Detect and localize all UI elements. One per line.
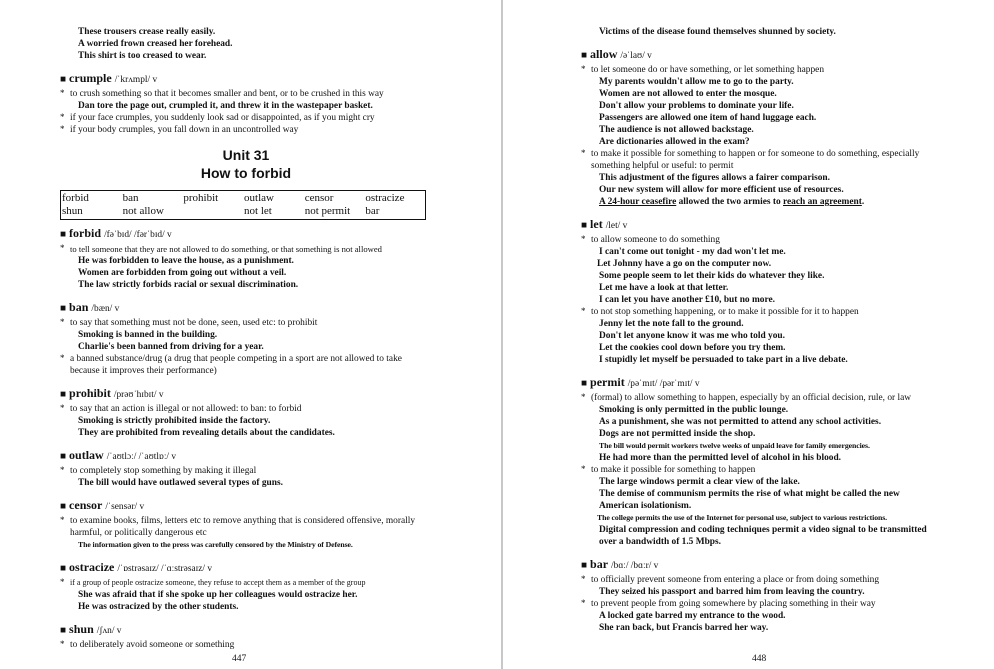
pronunciation: /bæn/ v (91, 304, 120, 314)
asterisk-bullet-icon: * (60, 403, 65, 413)
example: Don't let anyone know it was me who told you. (599, 331, 785, 341)
asterisk-bullet-icon: * (60, 317, 65, 327)
definition-text: to tell someone that they are not allowed to do something, or that something is not allowed (70, 244, 382, 254)
example: Jenny let the note fall to the ground. (599, 319, 744, 329)
square-bullet-icon: ■ (60, 303, 67, 314)
headword: outlaw (69, 448, 104, 462)
example: The information given to the press was carefully censored by the Ministry of Defense. (78, 540, 353, 549)
square-bullet-icon: ■ (60, 501, 67, 512)
example: The large windows permit a clear view of the lake. (599, 477, 800, 487)
definition-text: to not stop something happening, or to make it possible for it to happen (591, 307, 859, 317)
asterisk-bullet-icon: * (581, 464, 586, 474)
entry-heading (60, 226, 432, 243)
example: These trousers crease really easily. (78, 27, 216, 37)
entry-heading (60, 386, 432, 403)
definition-text: if a group of people ostracize someone, they refuse to accept them as a member of the group (70, 578, 366, 587)
definition-text: a banned substance/drug (a drug that people competing in a sport are not allowed to take because it improves their performance) (70, 354, 402, 376)
entry-heading (581, 557, 937, 574)
definition-text: to make it possible for something to happen (591, 465, 756, 475)
definition-text: to let someone do or have something, or let something happen (591, 65, 825, 75)
example: Women are not allowed to enter the mosque. (599, 89, 777, 99)
unit-subtitle: How to forbid (200, 165, 292, 181)
asterisk-bullet-icon: * (60, 465, 65, 475)
asterisk-bullet-icon: * (60, 577, 65, 587)
entry-heading (60, 300, 432, 317)
pronunciation: /pəˈmɪt/ /pərˈmɪt/ v (627, 379, 700, 389)
example: She was afraid that if she spoke up her colleagues would ostracize her. (78, 590, 358, 600)
example: He was forbidden to leave the house, as a punishment. (78, 256, 294, 266)
example: Our new system will allow for more efficient use of resources. (599, 185, 844, 195)
headword: let (590, 217, 603, 231)
pronunciation: /ˈsensər/ v (105, 502, 145, 512)
asterisk-bullet-icon: * (581, 64, 586, 74)
left-column (60, 26, 432, 651)
square-bullet-icon: ■ (60, 563, 67, 574)
example: I stupidly let myself be persuaded to take part in a live debate. (599, 355, 848, 365)
headword: ostracize (69, 560, 115, 574)
example: A worried frown creased her forehead. (78, 39, 233, 49)
headword: prohibit (69, 386, 111, 400)
entry-prohibit (60, 386, 432, 439)
example: Passengers are allowed one item of hand luggage each. (599, 113, 817, 123)
entry-censor (60, 498, 432, 551)
entry-ban (60, 300, 432, 377)
headword: permit (590, 375, 625, 389)
definition (60, 639, 432, 651)
definition-text: to officially prevent someone from entering a place or from doing something (591, 575, 880, 585)
example: I can let you have another £10, but no more. (599, 295, 775, 305)
entry-ostracize (60, 560, 432, 613)
entry-heading (60, 622, 432, 639)
example: Let me have a look at that letter. (599, 283, 729, 293)
example: Let Johnny have a go on the computer now. (597, 259, 772, 269)
example: The demise of communism permits the rise of what might be called the new American isolationism. (599, 489, 900, 511)
example-text: . (861, 197, 865, 207)
example: As a punishment, she was not permitted to attend any school activities. (599, 417, 882, 427)
square-bullet-icon: ■ (60, 451, 67, 462)
headword: bar (590, 557, 609, 571)
definition (60, 465, 432, 477)
example: Dogs are not permitted inside the shop. (599, 429, 756, 439)
synonym-row (61, 192, 425, 205)
entry-forbid (60, 226, 432, 291)
definition-text: to say that something must not be done, seen, used etc: to prohibit (70, 318, 318, 328)
entry-heading (60, 560, 432, 577)
entry-heading (581, 47, 937, 64)
underlined-phrase: reach an agreement (783, 197, 862, 207)
synonym-table (60, 190, 426, 220)
example: The bill would have outlawed several types of guns. (78, 478, 283, 488)
headword: crumple (69, 71, 112, 85)
definition-text: to say that an action is illegal or not allowed: to ban: to forbid (70, 404, 302, 414)
example: I can't come out tonight - my dad won't let me. (599, 247, 786, 257)
definition-text: to make it possible for something to happen or for someone to do something, especially something helpful or useful: to permit (591, 149, 920, 171)
example: The bill would permit workers twelve weeks of unpaid leave for family emergencies. (599, 441, 870, 450)
synonym-cell: not let (244, 205, 272, 217)
asterisk-bullet-icon: * (60, 639, 65, 649)
square-bullet-icon: ■ (581, 220, 588, 231)
definition-text: (formal) to allow something to happen, especially by an official decision, rule, or law (591, 393, 912, 403)
definition-text: to examine books, films, letters etc to remove anything that is considered offensive, morally harmful, or politically dangerous etc (70, 516, 416, 538)
entry-heading (60, 448, 432, 465)
example: Dan tore the page out, crumpled it, and threw it in the wastepaper basket. (78, 101, 373, 111)
pronunciation: /əˈlaʊ/ v (620, 51, 652, 61)
square-bullet-icon: ■ (60, 74, 67, 85)
asterisk-bullet-icon: * (581, 234, 586, 244)
example: Don't allow your problems to dominate your life. (599, 101, 794, 111)
example: They seized his passport and barred him from leaving the country. (599, 587, 865, 597)
entry-crumple (60, 71, 432, 136)
synonym-cell (182, 205, 243, 218)
definition (60, 353, 432, 377)
example: Smoking is only permitted in the public lounge. (599, 405, 789, 415)
definition (60, 403, 432, 415)
pronunciation: /prəʊˈhɪbɪt/ v (113, 390, 164, 400)
asterisk-bullet-icon: * (60, 88, 65, 98)
headword: ban (69, 300, 89, 314)
square-bullet-icon: ■ (60, 389, 67, 400)
example: A locked gate barred my entrance to the wood. (599, 611, 786, 621)
example: The audience is not allowed backstage. (599, 125, 754, 135)
synonym-row (61, 205, 425, 218)
definition (581, 306, 937, 318)
entry-allow (581, 47, 937, 208)
example: Digital compression and coding techniques permit a video signal to be transmitted over a bandwidth of 1.5 Mbps. (599, 525, 927, 547)
asterisk-bullet-icon: * (60, 353, 65, 363)
definition-text: to crush something so that it becomes smaller and bent, or to be crushed in this way (70, 89, 384, 99)
square-bullet-icon: ■ (60, 625, 67, 636)
definition (581, 598, 937, 610)
definition-text: to prevent people from going somewhere by placing something in their way (591, 599, 876, 609)
underlined-phrase: A 24-hour ceasefire (599, 197, 677, 207)
pronunciation: /bɑː/ /bɑːr/ v (611, 561, 659, 571)
example: My parents wouldn't allow me to go to the party. (599, 77, 794, 87)
entry-heading (581, 375, 937, 392)
example: Smoking is banned in the building. (78, 330, 218, 340)
definition (581, 64, 937, 76)
square-bullet-icon: ■ (581, 560, 588, 571)
right-page (503, 0, 994, 669)
square-bullet-icon: ■ (581, 50, 588, 61)
example-with-underline (581, 196, 937, 208)
asterisk-bullet-icon: * (60, 124, 65, 134)
example: Women are forbidden from going out without a veil. (78, 268, 287, 278)
headword: forbid (69, 226, 102, 240)
example: She ran back, but Francis barred her way. (599, 623, 769, 633)
synonym-cell: not permit (304, 205, 351, 217)
entry-bar (581, 557, 937, 634)
entry-heading (581, 217, 937, 234)
pronunciation: /ˈɒstrəsaɪz/ /ˈɑːstrəsaɪz/ v (117, 564, 213, 574)
definition-text: if your face crumples, you suddenly look sad or disappointed, as if you might cry (70, 113, 375, 123)
definition-text: to deliberately avoid someone or something (70, 640, 235, 650)
page-number: 448 (752, 654, 767, 664)
definition (60, 515, 432, 539)
example: Some people seem to let their kids do whatever they like. (599, 271, 825, 281)
synonym-cell: shun (62, 205, 83, 217)
unit-title: Unit 31 (222, 147, 270, 163)
synonym-cell: outlaw (244, 192, 274, 204)
pronunciation: /ˈaʊtlɔː/ /ˈaʊtlɒː/ v (106, 452, 177, 462)
entry-heading (60, 71, 432, 88)
page-number: 447 (232, 654, 247, 664)
synonym-cell: prohibit (183, 192, 219, 204)
synonym-cell: ostracize (365, 192, 405, 204)
example: Victims of the disease found themselves shunned by society. (599, 27, 836, 37)
example: They are prohibited from revealing details about the candidates. (78, 428, 335, 438)
pronunciation: /ʃʌn/ v (96, 626, 122, 636)
asterisk-bullet-icon: * (581, 306, 586, 316)
pronunciation: /ˈkrʌmpl/ v (114, 75, 158, 85)
example: The law strictly forbids racial or sexual discrimination. (78, 280, 299, 290)
asterisk-bullet-icon: * (60, 515, 65, 525)
definition (60, 577, 432, 589)
definition (60, 243, 432, 255)
entry-shun (60, 622, 432, 651)
example: Smoking is strictly prohibited inside the factory. (78, 416, 271, 426)
headword: allow (590, 47, 618, 61)
example: This shirt is too creased to wear. (78, 51, 207, 61)
example: Charlie's been banned from driving for a year. (78, 342, 264, 352)
headword: censor (69, 498, 103, 512)
square-bullet-icon: ■ (581, 378, 588, 389)
definition (581, 574, 937, 586)
entry-heading (60, 498, 432, 515)
asterisk-bullet-icon: * (581, 148, 586, 158)
example: He was ostracized by the other students. (78, 602, 239, 612)
example: The college permits the use of the Internet for personal use, subject to various restrictions. (597, 513, 888, 522)
pronunciation: /let/ v (605, 221, 628, 231)
definition (581, 234, 937, 246)
example-text: allowed the two armies to (676, 197, 784, 207)
example: He had more than the permitted level of alcohol in his blood. (599, 453, 842, 463)
definition-text: to allow someone to do something (591, 235, 720, 245)
asterisk-bullet-icon: * (60, 112, 65, 122)
definition-text: to completely stop something by making it illegal (70, 466, 257, 476)
right-column (581, 26, 937, 634)
asterisk-bullet-icon: * (581, 598, 586, 608)
headword: shun (69, 622, 94, 636)
definition-text: if your body crumples, you fall down in an uncontrolled way (70, 125, 299, 135)
pronunciation: /fəˈbɪd/ /fərˈbɪd/ v (104, 230, 172, 240)
definition (581, 392, 937, 404)
synonym-cell: not allow (122, 205, 164, 217)
definition (581, 148, 937, 172)
definition (60, 317, 432, 329)
asterisk-bullet-icon: * (581, 574, 586, 584)
asterisk-bullet-icon: * (581, 392, 586, 402)
synonym-cell: ban (122, 192, 139, 204)
definition (581, 464, 937, 476)
example: Are dictionaries allowed in the exam? (599, 137, 750, 147)
square-bullet-icon: ■ (60, 229, 67, 240)
entry-outlaw (60, 448, 432, 489)
example: This adjustment of the figures allows a fairer comparison. (599, 173, 830, 183)
definition (60, 88, 432, 100)
entry-permit (581, 375, 937, 548)
asterisk-bullet-icon: * (60, 243, 65, 253)
synonym-cell: censor (304, 192, 334, 204)
definition (60, 124, 432, 136)
entry-let (581, 217, 937, 366)
synonym-cell: bar (365, 205, 380, 217)
synonym-cell: forbid (62, 192, 89, 204)
example: Let the cookies cool down before you try them. (599, 343, 786, 353)
definition (60, 112, 432, 124)
